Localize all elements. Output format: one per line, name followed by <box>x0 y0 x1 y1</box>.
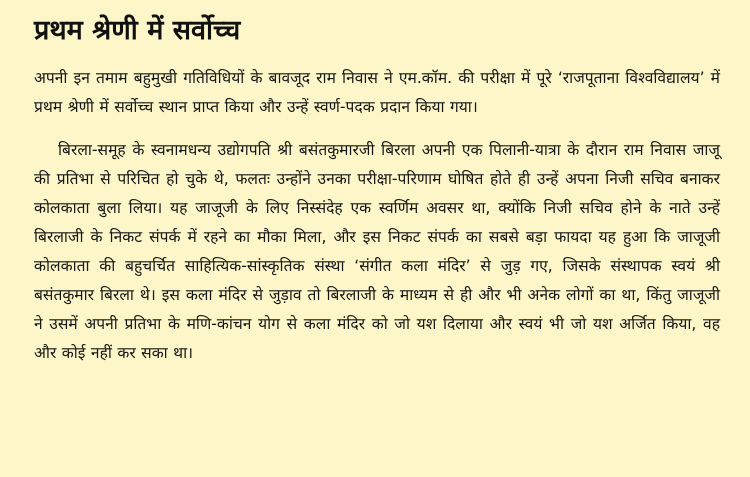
paragraph-second: बिरला-समूह के स्वनामधन्य उद्योगपति श्री बसंतकुमारजी बिरला अपनी एक पिलानी-यात्रा के दौरान राम निवास जाजू की प्रतिभा से परिचित हो चुके थे, फलतः उन्होंने उनका परीक्षा-परिणाम घोषित होते ही उन्हें अपना निजी सचिव बनाकर कोलकाता बुला लिया। यह जाजूजी के लिए निस्संदेह एक स्वर्णिम अवसर था, क्योंकि निजी सचिव होने के नाते उन्हें बिरलाजी के निकट संपर्क में रहने का मौका मिला, और इस निकट संपर्क का सबसे बड़ा फायदा यह हुआ कि जाजूजी कोलकाता की बहुचर्चित साहित्यिक-सांस्कृतिक संस्था ‘संगीत कला मंदिर’ से जुड़ गए, जिसके संस्थापक स्वयं श्री बसंतकुमार बिरला थे। इस कला मंदिर से जुड़ाव तो बिरलाजी के माध्यम से ही और भी अनेक लोगों का था, किंतु जाजूजी ने उसमें अपनी प्रतिभा के मणि-कांचन योग से कला मंदिर को जो यश दिलाया और स्वयं भी जो यश अर्जित किया, वह और कोई नहीं कर सका था। <box>34 141 720 362</box>
paragraph-first: अपनी इन तमाम बहुमुखी गतिविधियों के बावजूद राम निवास ने एम.कॉम. की परीक्षा में पूरे ‘राजपूताना विश्वविद्यालय’ में प्रथम श्रेणी में सर्वोच्च स्थान प्राप्त किया और उन्हें स्वर्ण-पदक प्रदान किया गया। <box>34 69 720 116</box>
section-heading: प्रथम श्रेणी में सर्वोच्च <box>34 15 241 46</box>
